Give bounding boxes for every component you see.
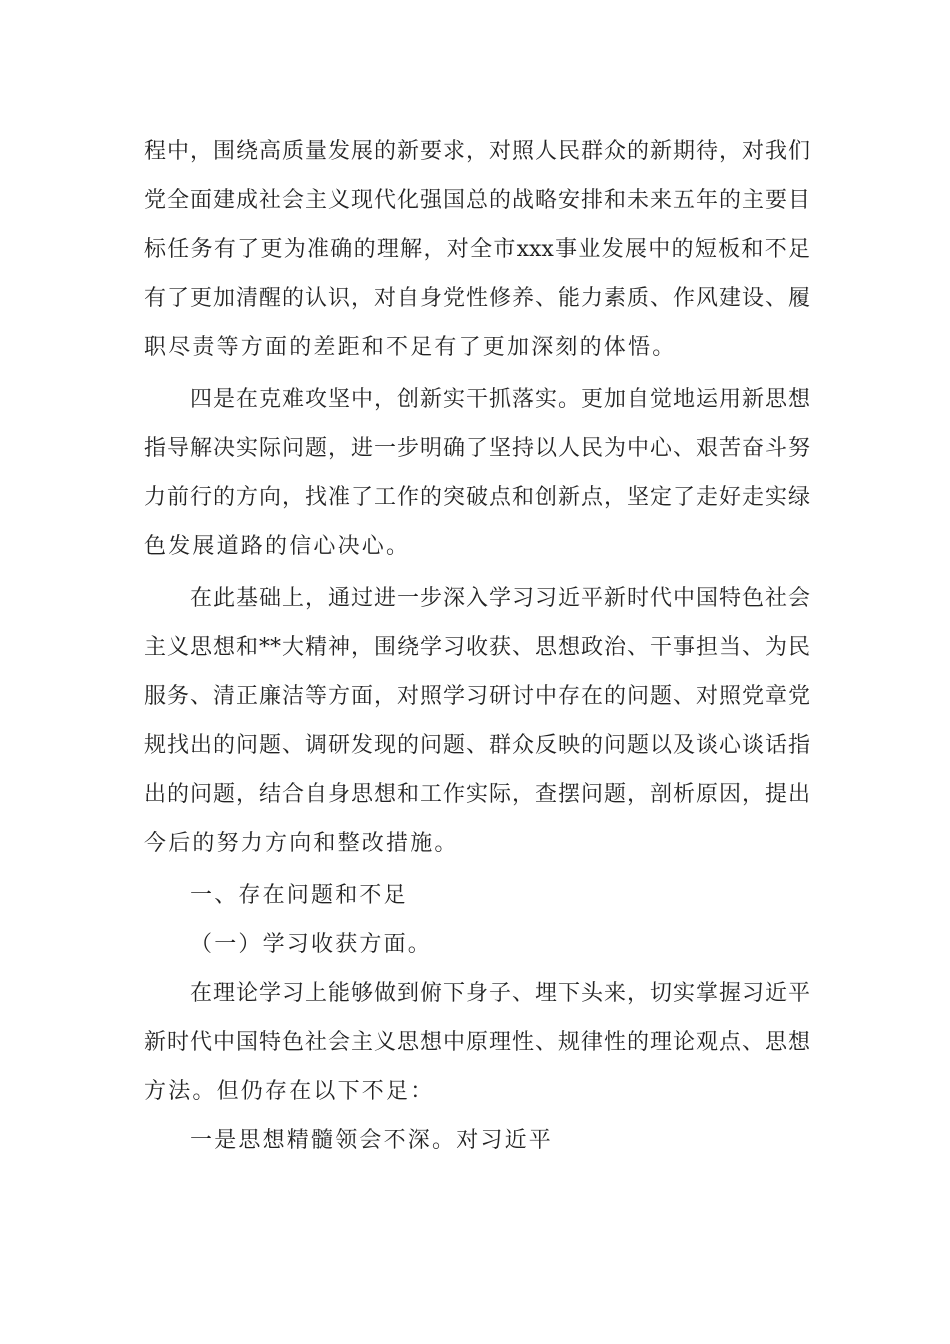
text-line: 规找出的问题、调研发现的问题、群众反映的问题以及谈心谈话指 [144, 733, 810, 758]
section-heading: 一、存在问题和不足 [190, 883, 408, 908]
text-line: 今后的努力方向和整改措施。 [144, 831, 459, 856]
text-line: 职尽责等方面的差距和不足有了更加深刻的体悟。 [144, 335, 677, 360]
paragraph-start-line: 四是在克难攻坚中，创新实干抓落实。更加自觉地运用新思想 [190, 387, 810, 412]
text-line: 有了更加清醒的认识，对自身党性修养、能力素质、作风建设、履 [144, 286, 810, 311]
text-line: 指导解决实际问题，进一步明确了坚持以人民为中心、艰苦奋斗努 [144, 436, 810, 461]
text-line: 色发展道路的信心决心。 [144, 534, 411, 559]
text-line: 出的问题，结合自身思想和工作实际，查摆问题，剖析原因，提出 [144, 782, 810, 807]
text-line: 标任务有了更为准确的理解，对全市xxx事业发展中的短板和不足 [144, 237, 810, 262]
text-line: 服务、清正廉洁等方面，对照学习研讨中存在的问题、对照党章党 [144, 684, 810, 709]
text-line: 主义思想和**大精神，围绕学习收获、思想政治、干事担当、为民 [144, 635, 810, 660]
text-line: 程中，围绕高质量发展的新要求，对照人民群众的新期待，对我们 [144, 139, 810, 164]
text-line: 新时代中国特色社会主义思想中原理性、规律性的理论观点、思想 [144, 1030, 810, 1055]
paragraph-start-line: 在理论学习上能够做到俯下身子、埋下头来，切实掌握习近平 [190, 981, 810, 1006]
paragraph-start-line: 在此基础上，通过进一步深入学习习近平新时代中国特色社会 [190, 586, 810, 611]
paragraph-start-line: 一是思想精髓领会不深。对习近平 [190, 1128, 554, 1153]
text-line: 党全面建成社会主义现代化强国总的战略安排和未来五年的主要目 [144, 188, 810, 213]
text-line: 方法。但仍存在以下不足： [144, 1079, 435, 1104]
subsection-heading: （一）学习收获方面。 [190, 932, 433, 957]
text-line: 力前行的方向，找准了工作的突破点和创新点，坚定了走好走实绿 [144, 485, 810, 510]
